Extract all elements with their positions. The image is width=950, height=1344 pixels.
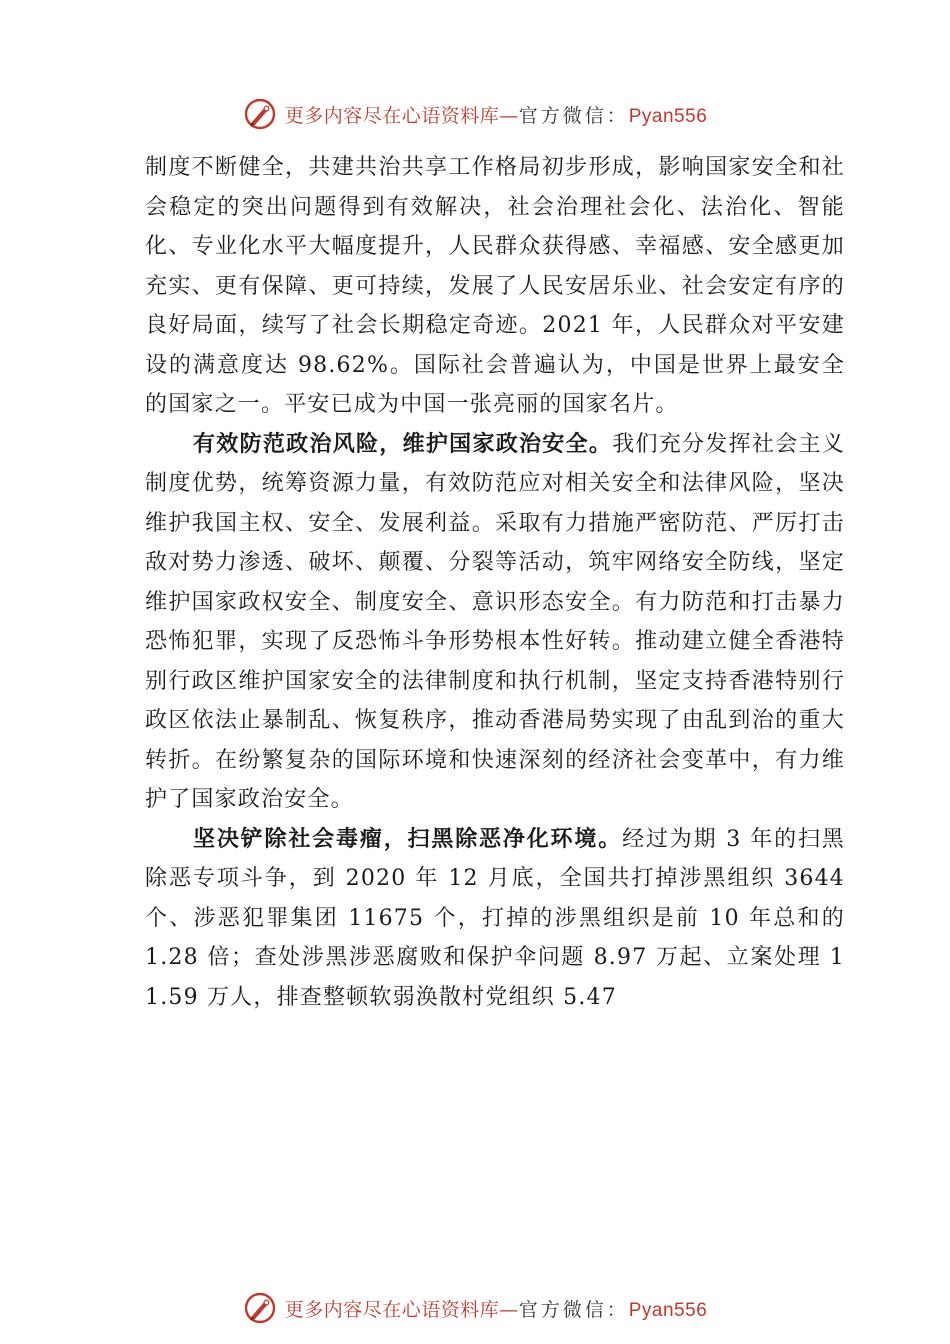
document-body: [145, 148, 845, 1017]
paragraph-text: 经过为期 3 年的扫黑除恶专项斗争，到 2020 年 12 月底，全国共打掉涉黑组织 3644 个、涉恶犯罪集团 11675 个，打掉的涉黑组织是前 10 年总和的 1.28 倍；查处涉黑涉恶腐败和保护伞问题 8.97 万起、立案处理 11.59 万人，排查整顿软弱涣散村党组织 5.47: [145, 826, 845, 1010]
footer-watermark: [0, 1286, 950, 1330]
pen-logo-icon: [243, 1291, 277, 1325]
paragraph-text: 制度不断健全，共建共治共享工作格局初步形成，影响国家安全和社会稳定的突出问题得到有效解决，社会治理社会化、法治化、智能化、专业化水平大幅度提升，人民群众获得感、幸福感、安全感更加充实、更有保障、更可持续，发展了人民安居乐业、社会安定有序的良好局面，续写了社会长期稳定奇迹。2021 年，人民群众对平安建设的满意度达 98.62%。国际社会普遍认为，中国是世界上最安全的国家之一。平安已成为中国一张亮丽的国家名片。: [145, 155, 845, 417]
paragraph-1: [145, 148, 845, 425]
wechat-id: Pyan556: [628, 1299, 708, 1321]
separator: —: [499, 104, 519, 127]
official-label: 官方微信：: [518, 1298, 629, 1321]
paragraph-lead: 有效防范政治风险，维护国家政治安全。: [193, 430, 613, 457]
header-watermark: [0, 92, 950, 136]
paragraph-lead: 坚决铲除社会毒瘤，扫黑除恶净化环境。: [193, 825, 623, 852]
watermark-text: [285, 101, 708, 128]
paragraph-3: [145, 820, 845, 1018]
separator: —: [499, 1298, 519, 1321]
paragraph-text: 我们充分发挥社会主义制度优势，统筹资源力量，有效防范应对相关安全和法律风险，坚决维护我国主权、安全、发展利益。采取有力措施严密防范、严厉打击敌对势力渗透、破坏、颠覆、分裂等活动，筑牢网络安全防线，坚定维护国家政权安全、制度安全、意识形态安全。有力防范和打击暴力恐怖犯罪，实现了反恐怖斗争形势根本性好转。推动建立健全香港特别行政区维护国家安全的法律制度和执行机制，坚定支持香港特别行政区依法止暴制乱、恢复秩序，推动香港局势实现了由乱到治的重大转折。在纷繁复杂的国际环境和快速深刻的经济社会变革中，有力维护了国家政治安全。: [145, 431, 845, 812]
watermark-text: [285, 1295, 708, 1322]
library-text: 更多内容尽在心语资料库: [284, 104, 500, 127]
wechat-id: Pyan556: [628, 105, 708, 127]
paragraph-2: [145, 425, 845, 820]
pen-logo-icon: [243, 97, 277, 131]
library-text: 更多内容尽在心语资料库: [284, 1298, 500, 1321]
official-label: 官方微信：: [518, 104, 629, 127]
